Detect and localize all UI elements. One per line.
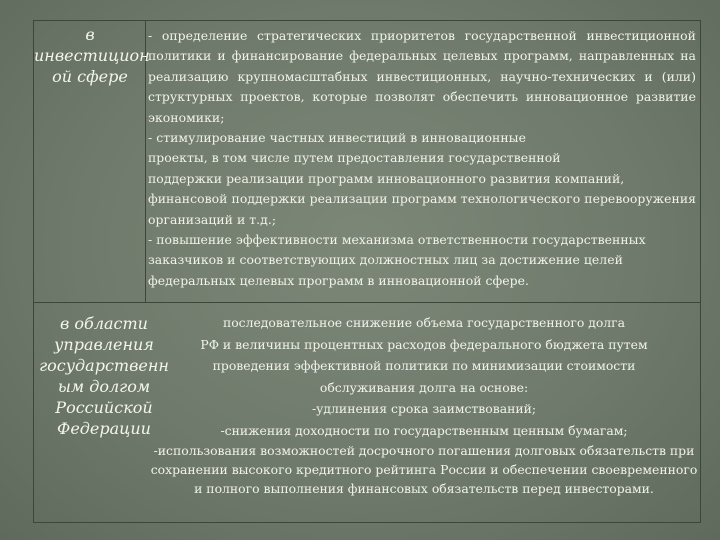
content-line: заказчиков и соответствующих должностных лиц за достижение целей [148, 252, 623, 268]
content-line: -использования возможностей досрочного погашения долговых обязательств при [153, 443, 695, 458]
content-line: - определение стратегических приоритетов государственной инвестиционной [148, 28, 696, 43]
content-line: экономики; [148, 109, 225, 125]
content-line: поддержки реализации программ инновационного развития компаний, [148, 170, 625, 186]
content-line: федеральных целевых программ в инновационной сфере. [148, 272, 530, 288]
label-line: в области [60, 314, 148, 333]
content-line: РФ и величины процентных расходов федерального бюджета путем [200, 336, 648, 352]
label-line: ой сфере [52, 67, 128, 86]
content-line: проведения эффективной политики по минимизации стоимости [212, 358, 636, 373]
content-line: сохранении высокого кредитного рейтинга России и обеспечении своевременного [150, 462, 698, 477]
label-line: Российской [55, 398, 153, 417]
content-line: обслуживания долга на основе: [319, 379, 529, 395]
content-line: - стимулирование частных инвестиций в инновационные [148, 130, 526, 146]
label-line: в [85, 25, 95, 44]
content-line: реализацию крупномасштабных инвестиционных, научно-технических и (или) [148, 68, 696, 84]
label-line: государственн [39, 356, 169, 375]
content-line: последовательное снижение объема государственного долга [222, 315, 626, 330]
content-line: - повышение эффективности механизма ответственности государственных [148, 232, 646, 248]
row-divider [33, 302, 701, 303]
label-line: инвестицион [34, 46, 150, 65]
content-line: структурных проектов, которые позволят обеспечить инновационное развитие [148, 89, 696, 105]
content-line: -снижения доходности по государственным ценным бумагам; [220, 422, 628, 438]
content-line: финансовой поддержки реализации программ технологического перевооружения [148, 191, 696, 207]
row-label-investment [34, 24, 150, 87]
label-line: Федерации [57, 419, 151, 438]
label-line: управления [54, 335, 154, 354]
content-line: организаций и т.д.; [148, 211, 277, 227]
content-line: проекты, в том числе путем предоставления государственной [148, 150, 561, 166]
content-line: и полного выполнения финансовых обязательств перед инвесторами. [194, 481, 654, 496]
row-content-public-debt [150, 312, 698, 498]
content-line: -удлинения срока заимствований; [311, 401, 537, 416]
content-line: политики и финансирование федеральных целевых программ, направленных на [148, 48, 696, 64]
row-content-investment [148, 26, 696, 291]
label-line: ым долгом [57, 377, 151, 396]
